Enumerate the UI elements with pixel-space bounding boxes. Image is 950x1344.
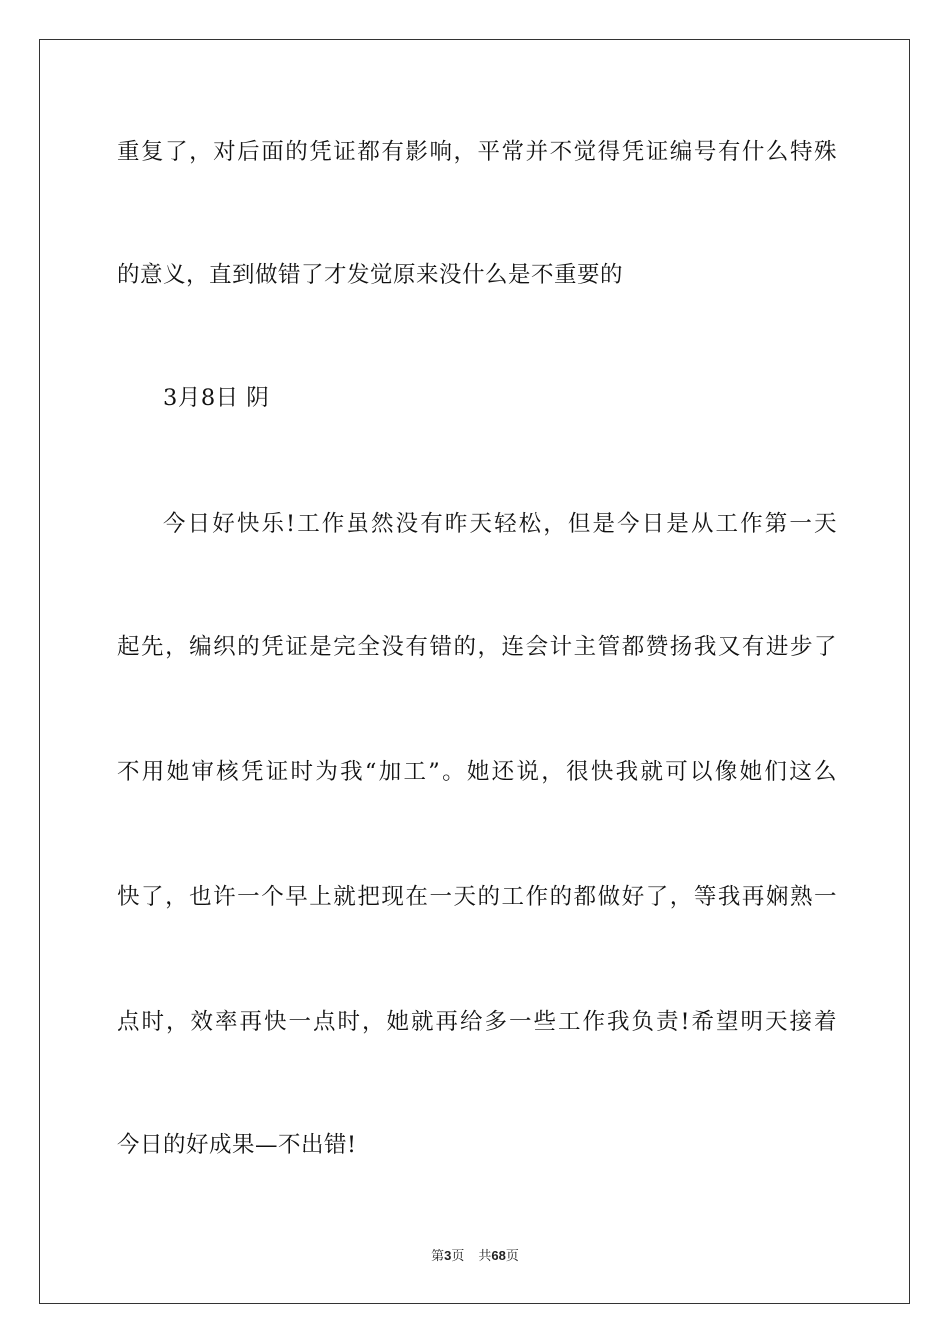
body-line-5: 起先，编织的凭证是完全没有错的，连会计主管都赞扬我又有进步了	[117, 634, 837, 660]
body-line-1: 重复了，对后面的凭证都有影响，平常并不觉得凭证编号有什么特殊	[117, 139, 837, 165]
footer-page-number: 3	[444, 1248, 452, 1263]
body-line-4: 今日好快乐!工作虽然没有昨天轻松，但是今日是从工作第一天	[163, 511, 837, 537]
diary-date-heading: 3月8日 阴	[163, 385, 270, 411]
footer-total-prefix: 共	[478, 1249, 492, 1264]
footer-page-suffix: 页	[451, 1249, 465, 1264]
body-line-6: 不用她审核凭证时为我“加工”。她还说，很快我就可以像她们这么	[117, 759, 837, 785]
body-line-2: 的意义，直到做错了才发觉原来没什么是不重要的	[117, 262, 624, 288]
page-border	[39, 39, 910, 1304]
footer-total-suffix: 页	[505, 1249, 519, 1264]
body-line-7: 快了，也许一个早上就把现在一天的工作的都做好了，等我再娴熟一	[117, 884, 837, 910]
footer-total-pages: 68	[491, 1248, 506, 1263]
body-line-8: 点时，效率再快一点时，她就再给多一些工作我负责!希望明天接着	[117, 1009, 837, 1035]
body-line-9: 今日的好成果—不出错!	[117, 1132, 357, 1158]
page-footer	[0, 1247, 950, 1266]
footer-page-prefix: 第	[431, 1249, 445, 1264]
